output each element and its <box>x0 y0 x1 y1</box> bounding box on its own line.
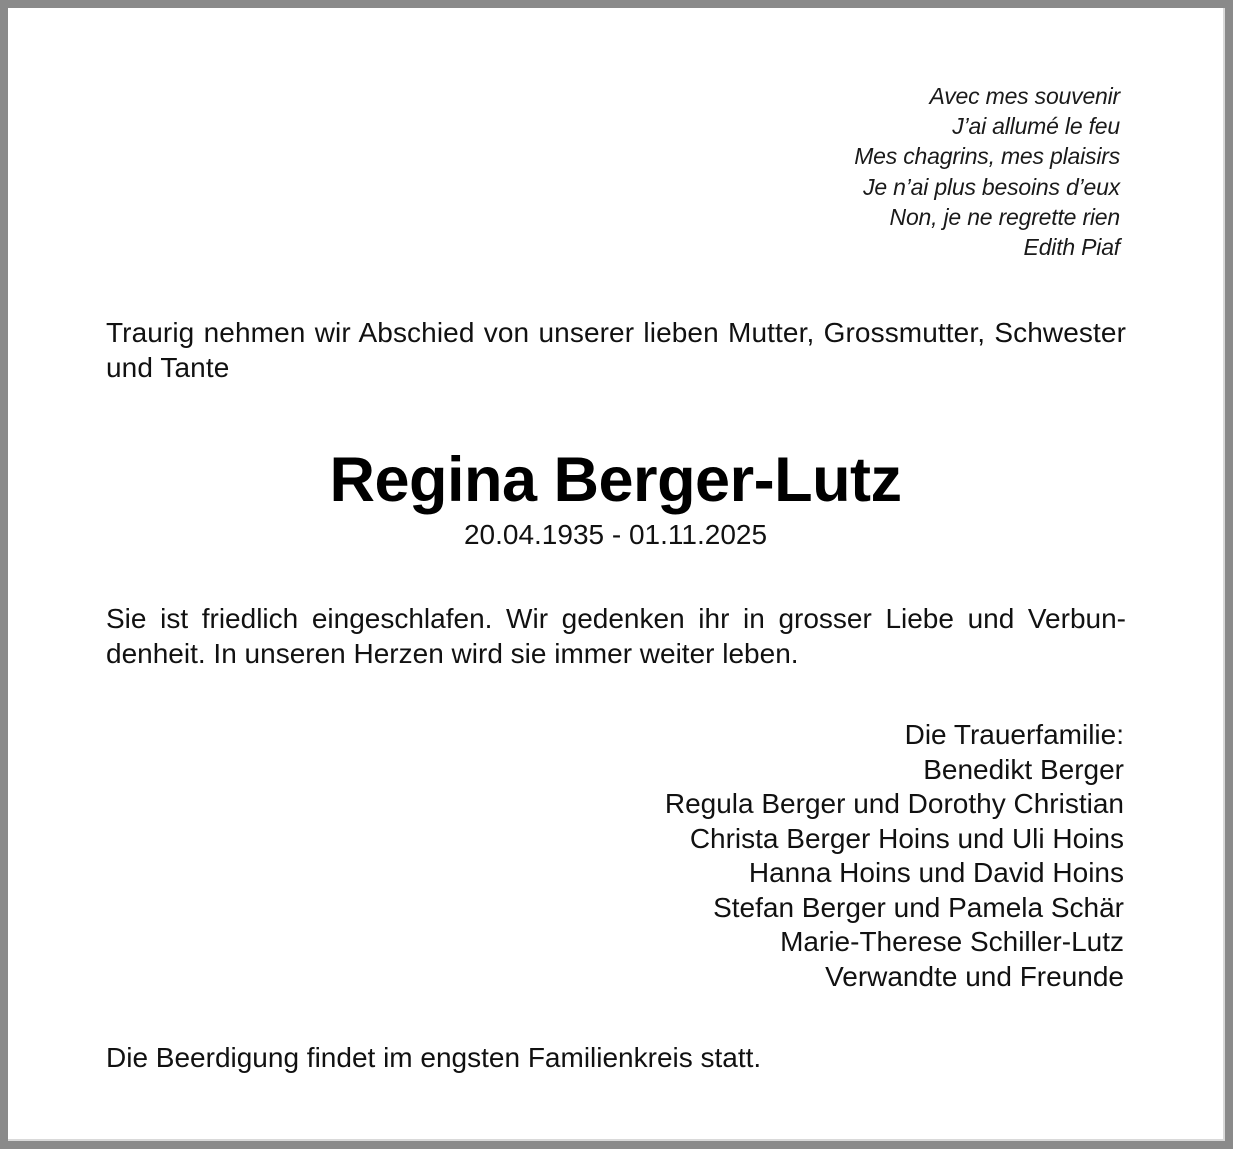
family-member: Regula Berger und Dorothy Christian <box>664 788 1124 819</box>
quote-author: Edith Piaf <box>1023 234 1120 261</box>
family-member: Marie-Therese Schiller-Lutz <box>780 926 1124 957</box>
quote-line: Avec mes souvenir <box>929 83 1120 109</box>
family-list <box>665 718 1124 994</box>
poem-quote <box>854 81 1120 262</box>
quote-line: Non, je ne regrette rien <box>889 203 1120 230</box>
family-member: Hanna Hoins und David Hoins <box>748 857 1124 888</box>
family-heading: Die Trauerfamilie: <box>904 719 1124 750</box>
intro-text: Traurig nehmen wir Abschied von unserer lieben Mutter, Grossmutter, Schwester und Tante <box>106 317 1126 383</box>
quote-line: Mes chagrins, mes plaisirs <box>854 143 1120 170</box>
family-member: Verwandte und Freunde <box>825 960 1124 992</box>
quote-line: Je n’ai plus besoins d’eux <box>863 173 1120 200</box>
life-dates: 20.04.1935 - 01.11.2025 <box>463 519 768 550</box>
obituary-page <box>8 8 1225 1141</box>
family-member: Christa Berger Hoins und Uli Hoins <box>689 822 1124 854</box>
memorial-message: Sie ist friedlich eingeschlafen. Wir gedenken ihr in grosser Liebe und Verbundenheit. In unseren Herzen wird sie immer weiter leben. <box>106 603 1126 669</box>
deceased-name: Regina Berger-Lutz <box>329 445 902 515</box>
family-member: Stefan Berger und Pamela Schär <box>713 891 1124 923</box>
family-member: Benedikt Berger <box>923 753 1124 785</box>
quote-line: J’ai allumé le feu <box>952 113 1120 140</box>
funeral-note: Die Beerdigung findet im engsten Familienkreis statt. <box>106 1042 762 1073</box>
